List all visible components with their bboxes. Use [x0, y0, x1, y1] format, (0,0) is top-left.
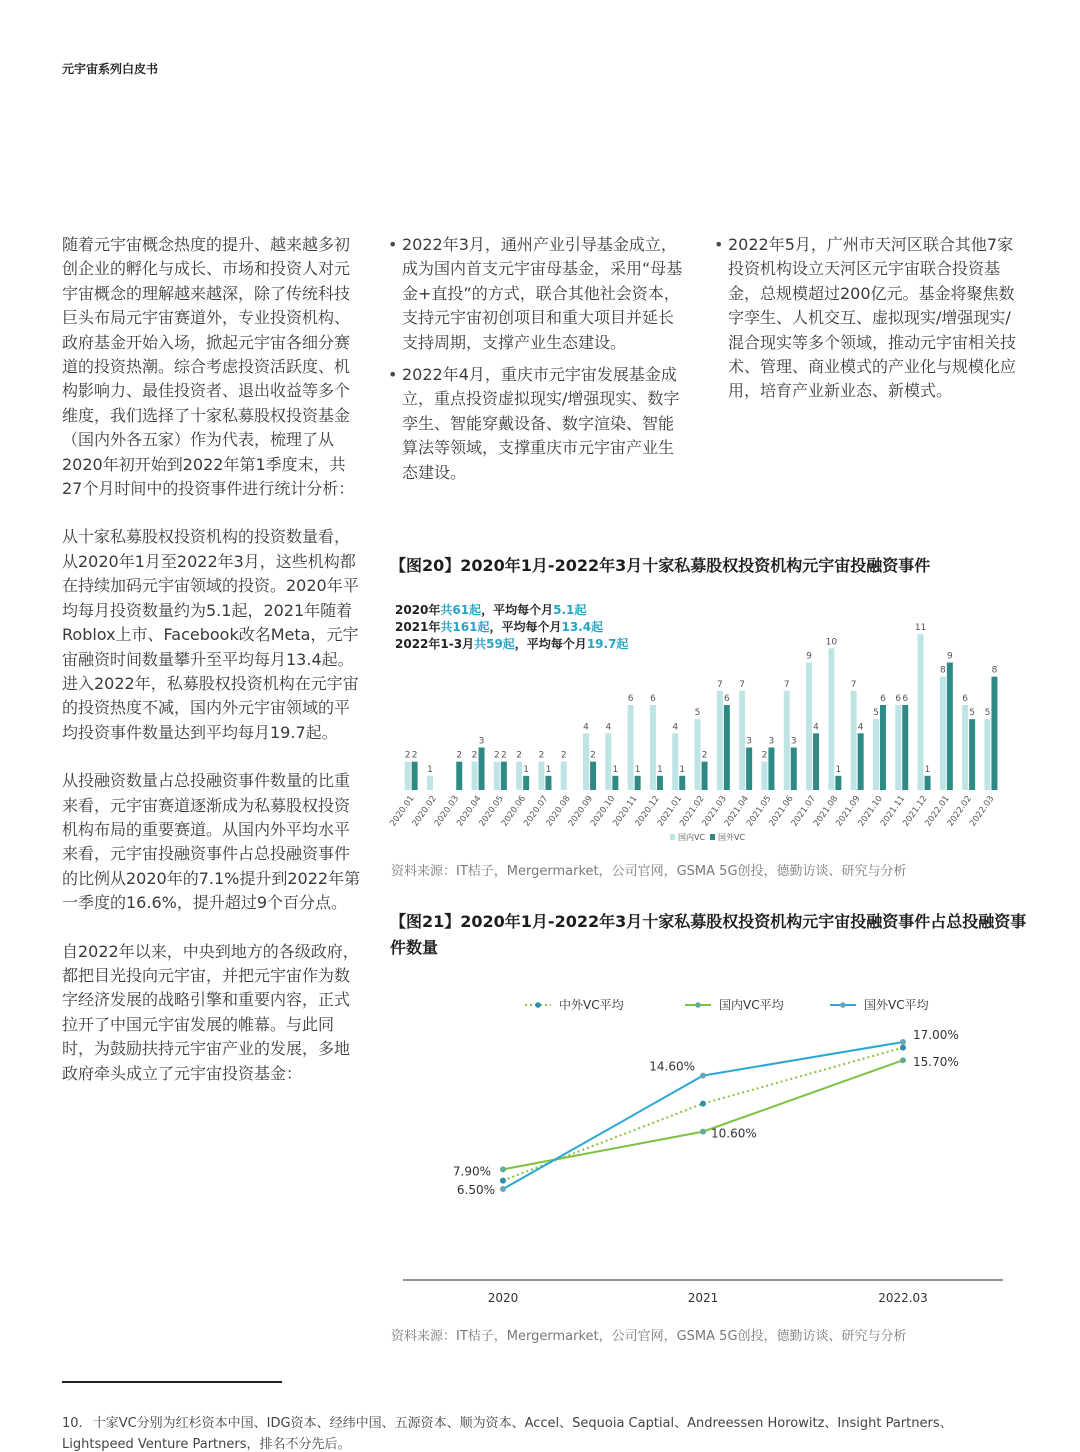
footnote-number: 10.	[62, 1416, 83, 1431]
bar-value-label: 9	[946, 651, 953, 662]
legend-marker	[535, 1002, 541, 1008]
bar-domestic	[494, 762, 500, 790]
legend-label: 国外VC平均	[864, 998, 929, 1012]
bar-value-label: 1	[835, 764, 842, 775]
bar-domestic	[650, 705, 656, 790]
bar-foreign	[991, 677, 997, 790]
bar-domestic	[538, 762, 544, 790]
data-label: 14.60%	[649, 1059, 695, 1074]
bar-domestic	[806, 663, 812, 791]
fund-bullet: • 2022年4月，重庆市元宇宙发展基金成立，重点投资虚拟现实/增强现实、数字孪生、智能穿戴设备、数字渲染、智能算法等领域，支撑重庆市元宇宙产业生态建设。	[388, 363, 688, 485]
bar-foreign	[880, 705, 886, 790]
bar-value-label: 2	[560, 750, 567, 761]
figure20-source: 资料来源：IT桔子，Mergermarket，公司官网，GSMA 5G创投，德勤访谈、研究与分析	[391, 864, 907, 879]
x-tick-label: 2021.03	[700, 793, 729, 829]
data-point	[500, 1166, 506, 1172]
legend-marker	[695, 1002, 701, 1008]
bar-foreign	[479, 748, 485, 791]
data-label: 17.00%	[913, 1028, 959, 1042]
bar-foreign	[702, 762, 708, 790]
bar-domestic	[761, 762, 767, 790]
bar-foreign	[813, 733, 819, 790]
bar-domestic	[739, 691, 745, 790]
bar-value-label: 4	[857, 722, 864, 733]
bar-value-label: 1	[679, 764, 686, 775]
figure20-bar-chart	[380, 595, 1040, 855]
bar-value-label: 1	[523, 764, 530, 775]
x-tick-label: 2020.04	[455, 793, 484, 829]
bar-value-label: 6	[895, 694, 902, 704]
bar-value-label: 2	[516, 750, 523, 761]
bar-value-label: 2	[493, 750, 500, 761]
data-label: 6.50%	[456, 1183, 495, 1197]
data-point	[900, 1039, 906, 1045]
x-tick-label: 2020.09	[566, 793, 596, 829]
x-tick-label: 2021.04	[722, 793, 752, 829]
x-tick-label: 2021.08	[811, 793, 841, 829]
bar-value-label: 6	[723, 694, 730, 704]
paragraph: 随着元宇宙概念热度的提升、越来越多初创企业的孵化与成长、市场和投资人对元宇宙概念的理解越来越深，除了传统科技巨头布局元宇宙赛道外，专业投资机构、政府基金开始入场，掀起元宇宙各细分赛道的投资热潮。综合考虑投资活跃度、机构影响力、最佳投资者、退出收益等多个维度，我们选择了十家私募股权投资基金（国内外各五家）作为代表，梳理了从2020年初开始到2022年第1季度末，共27个月时间中的投资事件进行统计分析：	[62, 235, 355, 499]
bar-value-label: 6	[962, 694, 969, 704]
bar-value-label: 3	[478, 736, 485, 747]
bar-value-label: 6	[627, 694, 634, 704]
bar-domestic	[873, 719, 879, 790]
series-line	[503, 1042, 903, 1189]
bar-domestic	[472, 762, 478, 790]
bar-domestic	[717, 691, 723, 790]
bar-value-label: 1	[612, 764, 619, 775]
bar-foreign	[835, 776, 841, 790]
legend-label: 国内VC	[678, 833, 706, 842]
x-tick-label: 2020.08	[544, 793, 573, 829]
figure21-source: 资料来源：IT桔子，Mergermarket，公司官网，GSMA 5G创投，德勤访谈、研究与分析	[391, 1329, 907, 1344]
bar-domestic	[695, 719, 701, 790]
x-tick-label: 2021.06	[767, 793, 796, 829]
x-tick-label: 2021.10	[856, 793, 885, 829]
bar-value-label: 5	[984, 708, 991, 719]
x-tick-label: 2021.07	[789, 793, 819, 829]
x-tick-label: 2021.11	[878, 793, 908, 829]
bar-value-label: 1	[924, 764, 931, 775]
bar-foreign	[724, 705, 730, 790]
bar-value-label: 9	[806, 651, 812, 662]
bar-value-label: 11	[914, 623, 927, 634]
bar-foreign	[501, 762, 507, 790]
bar-value-label: 6	[650, 694, 656, 704]
bar-value-label: 3	[768, 736, 775, 747]
paragraph: 从十家私募股权投资机构的投资数量看，从2020年1月至2022年3月，这些机构都在持续加码元宇宙领域的投资。2020年平均每月投资数量约为5.1起，2021年随着Roblox上市、Facebook改名Meta，元宇宙融资时间数量攀升至平均每月13.4起。进入2022年，私募股权投资机构在元宇宙的投资热度不减，国内外元宇宙领域的平均投资事件数量达到平均每月19.7起。	[62, 527, 359, 742]
x-tick-label: 2021.12	[901, 793, 930, 829]
bar-value-label: 5	[694, 708, 701, 719]
x-tick-label: 2020.07	[522, 793, 551, 829]
x-tick-label: 2021.01	[655, 793, 685, 829]
bar-domestic	[516, 762, 522, 790]
x-tick-label: 2022.03	[968, 793, 997, 829]
bar-foreign	[590, 762, 596, 790]
paragraph: 自2022年以来，中央到地方的各级政府，都把目光投向元宇宙，并把元宇宙作为数字经济发展的战略引擎和重要内容，正式拉开了中国元宇宙发展的帷幕。与此同时，为鼓励扶持元宇宙产业的发展，多地政府牵头成立了元宇宙投资基金：	[62, 941, 359, 1083]
bar-foreign	[523, 776, 529, 790]
data-point	[900, 1057, 906, 1063]
bar-domestic	[940, 677, 946, 790]
data-point	[700, 1129, 706, 1135]
data-label: 7.90%	[452, 1164, 491, 1179]
x-tick-label: 2021	[687, 1291, 719, 1305]
footnote-text: 十家VC分别为红杉资本中国、IDG资本、经纬中国、五源资本、顺为资本、Accel、Sequoia Captial、Andreessen Horowitz、Insight Partners、Lightspeed Venture Partners，排名不分先后。	[62, 1416, 953, 1452]
data-label: 15.70%	[913, 1055, 959, 1070]
bar-value-label: 8	[939, 665, 946, 676]
bar-value-label: 1	[657, 764, 663, 775]
right-text-column	[714, 233, 1024, 412]
footnote	[62, 1413, 1022, 1452]
bar-value-label: 5	[969, 708, 976, 719]
bar-annotation: 2021年共161起，平均每个月13.4起	[395, 620, 604, 634]
data-point	[500, 1186, 506, 1192]
x-tick-label: 2020.05	[477, 793, 506, 829]
bar-value-label: 5	[873, 708, 879, 719]
figure21-line-chart	[400, 990, 1010, 1310]
bar-foreign	[969, 719, 975, 790]
bar-foreign	[657, 776, 663, 790]
bar-domestic	[427, 776, 433, 790]
x-tick-label: 2020.03	[432, 793, 462, 829]
x-tick-label: 2020.02	[410, 793, 439, 829]
bar-value-label: 2	[500, 750, 507, 761]
fund-bullet: • 2022年5月，广州市天河区联合其他7家投资机构设立天河区元宇宙联合投资基金，总规模超过200亿元。基金将聚焦数字孪生、人机交互、虚拟现实/增强现实/混合现实等多个领域，推动元宇宙相关技术、管理、商业模式的产业化与规模化应用，培育产业新业态、新模式。	[714, 233, 1024, 404]
bar-domestic	[628, 705, 634, 790]
bar-foreign	[768, 748, 774, 791]
bar-value-label: 2	[411, 750, 418, 761]
legend-swatch	[710, 834, 715, 840]
bar-foreign	[746, 748, 752, 791]
bar-domestic	[672, 733, 678, 790]
bar-foreign	[679, 776, 685, 790]
bar-domestic	[784, 691, 790, 790]
footnote-divider	[62, 1381, 282, 1383]
x-tick-label: 2020.11	[611, 793, 640, 829]
figure21-title: 【图21】2020年1月-2022年3月十家私募股权投资机构元宇宙投融资事件占总投融资事件数量	[390, 912, 1027, 957]
paragraph: 从投融资数量占总投融资事件数量的比重来看，元宇宙赛道逐渐成为私募股权投资机构布局的重要赛道。从国内外平均水平来看，元宇宙投融资事件占总投融资事件的比例从2020年的7.1%提升到2022年第一季度的16.6%，提升超过9个百分点。	[62, 771, 361, 913]
bar-foreign	[858, 733, 864, 790]
x-tick-label: 2020.06	[499, 793, 529, 829]
bar-foreign	[545, 776, 551, 790]
bar-domestic	[918, 634, 924, 790]
bar-annotation: 2022年1-3月共59起，平均每个月19.7起	[395, 637, 629, 651]
bar-value-label: 2	[590, 750, 596, 761]
legend-marker	[840, 1002, 846, 1008]
fund-bullet: • 2022年3月，通州产业引导基金成立，成为国内首支元宇宙母基金，采用“母基金+直投”的方式，联合其他社会资本，支持元宇宙初创项目和重大项目并延长支持周期，支撑产业生态建设。	[388, 233, 688, 355]
bar-value-label: 4	[605, 722, 612, 733]
bar-domestic	[828, 648, 834, 790]
bar-foreign	[925, 776, 931, 790]
bar-value-label: 3	[746, 736, 753, 747]
bar-foreign	[612, 776, 618, 790]
x-tick-label: 2022.02	[945, 793, 975, 829]
bar-domestic	[605, 733, 611, 790]
bar-value-label: 6	[880, 694, 886, 704]
bar-domestic	[895, 705, 901, 790]
bar-domestic	[984, 719, 990, 790]
bar-foreign	[635, 776, 641, 790]
bar-domestic	[962, 705, 968, 790]
data-point	[700, 1073, 706, 1079]
bar-value-label: 4	[813, 722, 819, 733]
bar-value-label: 2	[404, 750, 411, 761]
bar-value-label: 1	[634, 764, 641, 775]
x-tick-label: 2021.09	[834, 793, 863, 829]
bar-domestic	[851, 691, 857, 790]
middle-text-column	[388, 233, 688, 493]
legend-label: 国内VC平均	[719, 998, 784, 1012]
x-tick-label: 2022.01	[923, 793, 952, 829]
data-point	[700, 1101, 706, 1107]
bar-value-label: 2	[456, 750, 463, 761]
legend-label: 国外VC	[718, 833, 746, 842]
bar-value-label: 7	[783, 679, 790, 690]
data-point	[900, 1045, 906, 1051]
series-title: 元宇宙系列白皮书	[62, 62, 159, 76]
x-tick-label: 2022.03	[878, 1291, 928, 1305]
bar-foreign	[412, 762, 418, 790]
bar-foreign	[947, 663, 953, 791]
x-tick-label: 2020.12	[633, 793, 662, 829]
bar-value-label: 1	[545, 764, 552, 775]
bar-foreign	[791, 748, 797, 791]
bar-value-label: 10	[825, 637, 838, 648]
bar-domestic	[561, 762, 567, 790]
bar-value-label: 4	[672, 722, 679, 733]
bar-value-label: 7	[716, 679, 723, 690]
figure20-title: 【图20】2020年1月-2022年3月十家私募股权投资机构元宇宙投融资事件	[390, 556, 931, 575]
legend-label: 中外VC平均	[559, 998, 624, 1012]
bar-value-label: 4	[583, 722, 589, 733]
bar-foreign	[456, 762, 462, 790]
bar-domestic	[405, 762, 411, 790]
x-tick-label: 2021.02	[678, 793, 707, 829]
data-label: 10.60%	[711, 1126, 757, 1141]
bar-value-label: 7	[850, 679, 857, 690]
bar-value-label: 6	[902, 694, 909, 704]
bar-value-label: 2	[538, 750, 545, 761]
bar-foreign	[902, 705, 908, 790]
x-tick-label: 2020.10	[588, 793, 618, 829]
x-tick-label: 2021.05	[745, 793, 774, 829]
left-text-column	[62, 233, 362, 1110]
bar-value-label: 3	[790, 736, 797, 747]
legend-swatch	[670, 834, 675, 840]
bar-value-label: 2	[761, 750, 768, 761]
bar-value-label: 1	[427, 764, 433, 775]
data-point	[500, 1178, 506, 1184]
bar-domestic	[583, 733, 589, 790]
bar-value-label: 2	[701, 750, 708, 761]
bar-value-label: 7	[739, 679, 746, 690]
bar-annotation: 2020年共61起，平均每个月5.1起	[395, 603, 587, 617]
series-line	[503, 1048, 903, 1181]
x-tick-label: 2020.01	[388, 793, 417, 829]
bar-value-label: 2	[471, 750, 478, 761]
bar-value-label: 8	[991, 665, 998, 676]
x-tick-label: 2020	[487, 1291, 519, 1305]
